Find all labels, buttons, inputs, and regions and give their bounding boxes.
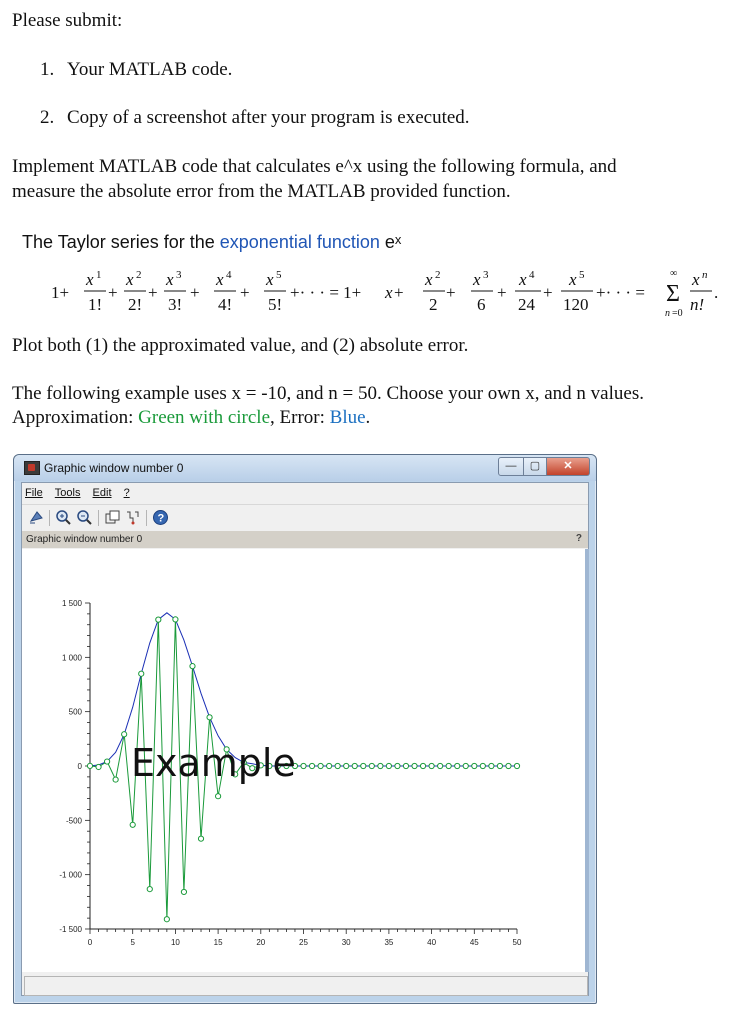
approximation-point: [344, 763, 349, 768]
y-tick-label: 0: [77, 762, 82, 771]
svg-text:?: ?: [157, 512, 165, 525]
svg-text:1+: 1+: [51, 283, 70, 302]
svg-text:4: 4: [529, 269, 535, 281]
approximation-point: [446, 763, 451, 768]
svg-text:5: 5: [579, 269, 585, 281]
svg-text:1: 1: [96, 269, 102, 281]
svg-text:+: +: [394, 283, 404, 302]
toolbar-separator: [49, 510, 50, 526]
svg-text:+: +: [497, 283, 507, 302]
menu-edit[interactable]: Edit: [92, 487, 112, 499]
graphic-subtitle: Graphic window number 0: [26, 534, 143, 545]
svg-text:3!: 3!: [168, 295, 183, 314]
svg-text:1!: 1!: [88, 295, 103, 314]
plot-canvas[interactable]: [22, 549, 588, 972]
example-line: The following example uses x = -10, and n = 50. Choose your own x, and n values.: [12, 383, 644, 404]
list-item: [40, 58, 232, 82]
svg-text:+: +: [190, 283, 200, 302]
y-tick-label: 1 000: [61, 653, 82, 663]
approximation-point: [164, 917, 169, 922]
close-button[interactable]: ✕: [547, 457, 590, 476]
approximation-point: [472, 763, 477, 768]
svg-text:x: x: [216, 270, 224, 289]
svg-text:x: x: [166, 270, 174, 289]
approximation-point: [514, 763, 519, 768]
implement-line-1: Implement MATLAB code that calculates e^x using the following formula, and: [12, 156, 617, 177]
zoom-in-icon[interactable]: [55, 509, 72, 526]
approximation-point: [412, 763, 417, 768]
vertical-scrollbar[interactable]: [585, 549, 589, 972]
y-tick-label: -500: [65, 816, 82, 826]
graphic-subtitle-bar: [22, 531, 588, 548]
implement-line-2: measure the absolute error from the MATLAB provided function.: [12, 181, 511, 202]
window-titlebar[interactable]: [14, 455, 596, 481]
approximation-point: [335, 763, 340, 768]
svg-text:x: x: [519, 270, 527, 289]
approximation-point: [463, 763, 468, 768]
graphic-help-mark[interactable]: ?: [575, 533, 582, 544]
approximation-point: [506, 763, 511, 768]
svg-text:x: x: [473, 270, 481, 289]
x-tick-label: 20: [256, 938, 266, 947]
scilab-app-icon: [24, 461, 40, 475]
approximation-point: [438, 763, 443, 768]
error-color-text: Blue: [329, 407, 366, 428]
x-tick-label: 50: [512, 938, 522, 947]
approximation-point: [130, 822, 135, 827]
svg-text:+: +: [240, 283, 250, 302]
zoom-out-icon[interactable]: [76, 509, 93, 526]
taylor-series-formula: [40, 262, 720, 318]
taylor-sup: x: [394, 232, 402, 247]
approx-error-line: [12, 406, 370, 430]
toolbar-separator: [146, 510, 147, 526]
svg-text:=0: =0: [672, 308, 683, 318]
svg-text:∞: ∞: [670, 268, 678, 279]
list-item-text: Copy of a screenshot after your program is executed.: [67, 107, 470, 128]
menu-tools[interactable]: Tools: [54, 487, 81, 499]
y-tick-label: -1 000: [59, 870, 82, 880]
approximation-point: [318, 763, 323, 768]
minimize-button[interactable]: —: [498, 457, 524, 476]
svg-text:3: 3: [176, 269, 182, 281]
svg-text:2: 2: [435, 269, 441, 281]
y-tick-label: 1 500: [61, 599, 82, 608]
approximation-point: [480, 763, 485, 768]
svg-text:5!: 5!: [268, 295, 283, 314]
list-item: [40, 106, 470, 130]
svg-text:4!: 4!: [218, 295, 233, 314]
svg-text:n: n: [665, 308, 670, 318]
approximation-point: [122, 732, 127, 737]
svg-text:x: x: [86, 270, 94, 289]
list-item-text: Your MATLAB code.: [67, 59, 233, 80]
approximation-point: [378, 763, 383, 768]
plot-both-text: Plot both (1) the approximated value, and (2) absolute error.: [12, 335, 469, 356]
approximation-point: [198, 836, 203, 841]
menu-help[interactable]: ?: [123, 487, 130, 499]
approximation-point: [369, 763, 374, 768]
x-tick-label: 15: [213, 938, 223, 947]
list-item-number: 2.: [40, 107, 55, 128]
approximation-point: [207, 715, 212, 720]
plot-svg: [22, 549, 588, 972]
approximation-point: [156, 617, 161, 622]
exponential-function-link[interactable]: exponential function: [219, 232, 380, 252]
rotate-icon[interactable]: [28, 509, 45, 526]
datatip-icon[interactable]: [125, 509, 142, 526]
svg-text:5: 5: [276, 269, 282, 281]
approximation-point: [352, 763, 357, 768]
approximation-point: [420, 763, 425, 768]
x-tick-label: 0: [87, 938, 93, 947]
svg-text:3: 3: [483, 269, 489, 281]
svg-text:.: .: [714, 283, 719, 302]
svg-text:2: 2: [429, 295, 438, 314]
approximation-point: [361, 763, 366, 768]
y-tick-label: 500: [68, 707, 82, 717]
help-icon[interactable]: [152, 509, 169, 526]
status-bar: [24, 976, 588, 996]
approximation-point: [190, 664, 195, 669]
svg-text:x: x: [385, 283, 393, 302]
approximation-point: [113, 777, 118, 782]
approx-label: Approximation:: [12, 407, 139, 428]
taylor-suffix: e: [379, 232, 395, 252]
svg-text:2: 2: [136, 269, 142, 281]
approximation-point: [301, 763, 306, 768]
approximation-point: [104, 759, 109, 764]
svg-text:+: +: [543, 283, 553, 302]
approximation-point: [497, 763, 502, 768]
approximation-point: [403, 763, 408, 768]
end-period: .: [365, 407, 371, 428]
toolbar: [22, 504, 588, 532]
menu-bar: [22, 483, 588, 503]
x-tick-label: 25: [299, 938, 308, 947]
window-client: [21, 482, 589, 996]
graphic-window: [13, 454, 597, 1004]
x-tick-label: 40: [427, 938, 437, 947]
svg-text:Σ: Σ: [666, 281, 680, 307]
approximation-point: [386, 763, 391, 768]
x-tick-label: 10: [170, 938, 180, 947]
list-item-number: 1.: [40, 59, 55, 80]
svg-text:n!: n!: [690, 295, 705, 314]
approximation-point: [139, 671, 144, 676]
window-controls: [498, 457, 590, 475]
svg-text:x: x: [692, 270, 700, 289]
y-tick-label: -1 500: [59, 925, 82, 934]
svg-text:120: 120: [563, 295, 589, 314]
approximation-point: [455, 763, 460, 768]
svg-text:x: x: [569, 270, 577, 289]
svg-text:4: 4: [226, 269, 232, 281]
approximation-point: [147, 887, 152, 892]
example-watermark: Example: [130, 740, 296, 785]
approximation-point: [309, 763, 314, 768]
svg-text:x: x: [126, 270, 134, 289]
x-tick-label: 45: [469, 938, 479, 947]
pan-icon[interactable]: [104, 509, 121, 526]
x-tick-label: 30: [341, 938, 351, 947]
approx-color-text: Green with circle: [138, 407, 271, 428]
approximation-point: [395, 763, 400, 768]
svg-text:6: 6: [477, 295, 486, 314]
taylor-heading: [22, 232, 401, 253]
menu-file[interactable]: File: [25, 487, 43, 499]
svg-text:2!: 2!: [128, 295, 143, 314]
approximation-point: [327, 763, 332, 768]
svg-text:x: x: [266, 270, 274, 289]
svg-text:+· · · = 1+: +· · · = 1+: [290, 283, 362, 302]
approximation-point: [173, 617, 178, 622]
x-tick-label: 5: [130, 938, 135, 947]
approximation-point: [96, 764, 101, 769]
toolbar-separator: [98, 510, 99, 526]
svg-text:24: 24: [518, 295, 535, 314]
approximation-point: [216, 794, 221, 799]
approximation-point: [489, 763, 494, 768]
svg-text:x: x: [425, 270, 433, 289]
svg-text:+: +: [148, 283, 158, 302]
taylor-prefix: The Taylor series for the: [22, 232, 220, 252]
maximize-button[interactable]: ▢: [524, 457, 547, 476]
approximation-point: [181, 889, 186, 894]
svg-text:+: +: [108, 283, 118, 302]
window-title: Graphic window number 0: [44, 461, 184, 475]
error-sep: , Error:: [270, 407, 330, 428]
svg-text:+: +: [446, 283, 456, 302]
x-tick-label: 35: [384, 938, 394, 947]
approximation-point: [429, 763, 434, 768]
please-submit-heading: Please submit:: [12, 10, 123, 31]
svg-text:+· · · =: +· · · =: [596, 283, 645, 302]
approximation-point: [87, 763, 92, 768]
svg-text:n: n: [702, 269, 708, 281]
